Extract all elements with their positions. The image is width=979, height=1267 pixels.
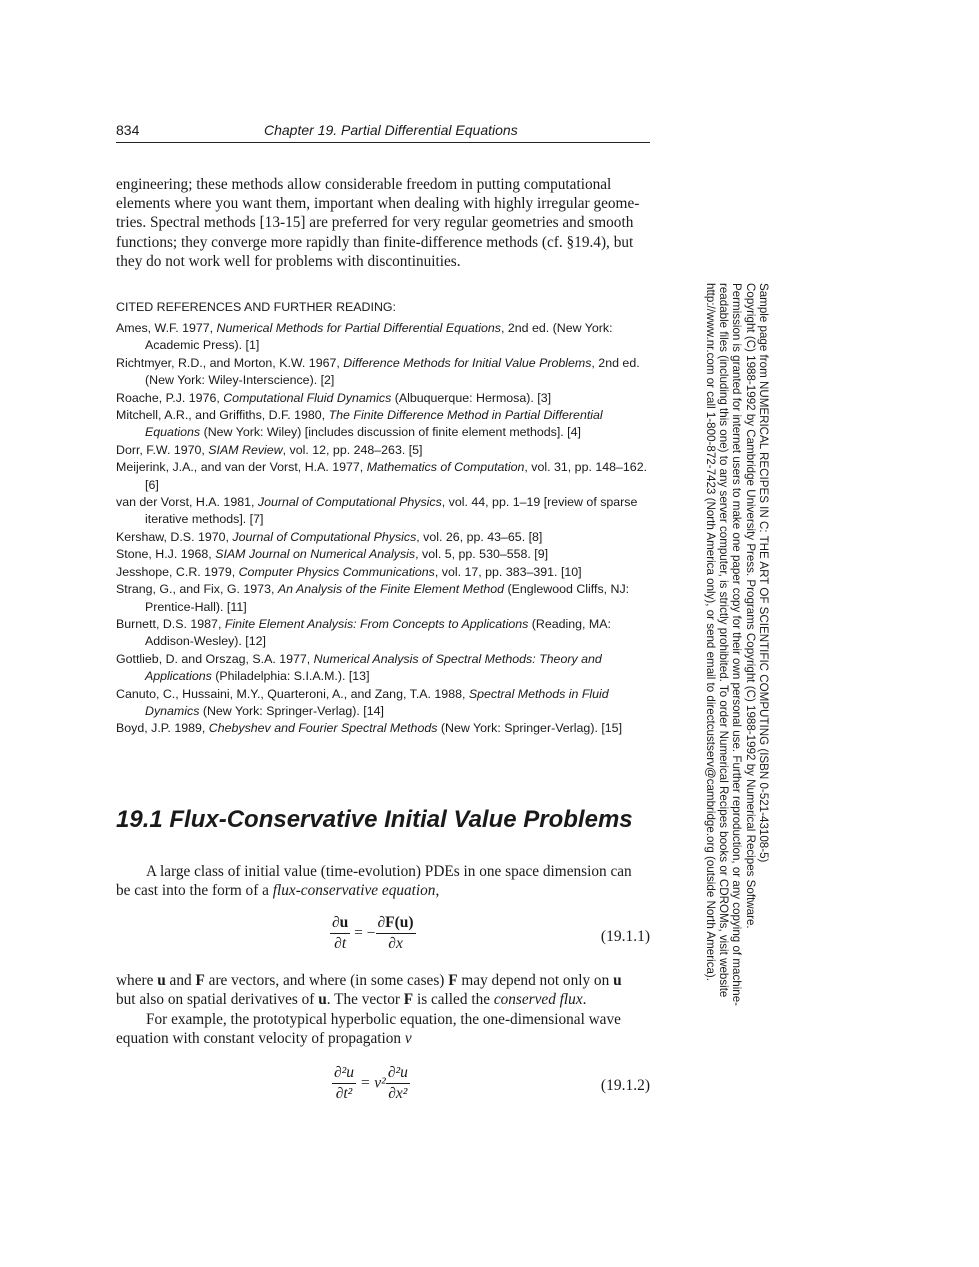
ref-details: , vol. 12, pp. 248–263. [5] [282, 442, 423, 457]
reference-item [116, 686, 652, 721]
intro-paragraph [116, 175, 650, 271]
ref-title: Mathematics of Computation [366, 460, 525, 475]
text-run: where [116, 972, 158, 989]
ref-details: , 2nd ed. (New York: Academic Press). [1] [145, 321, 613, 353]
sidebar-line: http://www.nr.com or call 1-800-872-7423 (North America only), or send email to directcustserv@cambridge.org (outside North America). [703, 283, 717, 982]
numerator: ∂²u [332, 1064, 356, 1084]
numerator: ∂F(u) [376, 914, 416, 934]
reference-item [116, 494, 652, 529]
text-run: but also on spatial derivatives of [116, 991, 319, 1009]
text-line: tries. Spectral methods [13-15] are preferred for very regular geometries and smooth [116, 214, 634, 232]
reference-item [116, 546, 652, 563]
fraction [386, 1064, 410, 1103]
text-run: are vectors, and where (in some cases) [204, 972, 449, 989]
ref-authors: Richtmyer, R.D., and Morton, K.W. 1967, [116, 355, 344, 370]
text-run: , [435, 882, 440, 900]
sidebar-line: Sample page from NUMERICAL RECIPES IN C: THE ART OF SCIENTIFIC COMPUTING (ISBN 0-521-43108-5) [757, 283, 770, 863]
symbol: u [318, 991, 327, 1009]
relation: = − [350, 924, 376, 942]
ref-authors: Strang, G., and Fix, G. 1973, [116, 582, 278, 597]
text-line: functions; they converge more rapidly than finite-difference methods (cf. §19.4), but [116, 233, 634, 251]
text-run: and [165, 972, 196, 989]
denominator: ∂t² [335, 1085, 353, 1102]
ref-details: , vol. 44, pp. 1–19 [review of sparse iterative methods]. [7] [145, 495, 638, 527]
ref-authors: Mitchell, A.R., and Griffiths, D.F. 1980, [116, 408, 329, 423]
ref-authors: Roache, P.J. 1976, [116, 390, 224, 405]
ref-authors: Ames, W.F. 1977, [116, 321, 217, 335]
denominator: ∂x [388, 935, 403, 952]
page-number: 834 [116, 122, 140, 138]
ref-details: , 2nd ed. (New York: Wiley-Interscience). [2] [145, 355, 640, 388]
copyright-sidebar [704, 283, 770, 1043]
ref-title: An Analysis of the Finite Element Method [277, 582, 504, 597]
fraction [332, 1064, 356, 1103]
ref-title: Journal of Computational Physics [232, 529, 417, 544]
ref-title: Journal of Computational Physics [257, 495, 442, 510]
ref-details: (New York: Springer-Verlag). [14] [199, 703, 384, 718]
references-heading: CITED REFERENCES AND FURTHER READING: [116, 300, 396, 314]
text-line: they do not work well for problems with discontinuities. [116, 252, 461, 270]
ref-title: Numerical Analysis of Spectral Methods: Theory and Applications [145, 651, 602, 684]
reference-item [116, 459, 652, 494]
ref-details: (Englewood Cliffs, NJ: Prentice-Hall). [11] [145, 582, 630, 614]
text-run: may depend not only on [457, 972, 614, 989]
equation-number: (19.1.1) [600, 928, 650, 945]
symbol: u [613, 972, 622, 989]
symbol: v [404, 1030, 412, 1048]
running-header [116, 120, 650, 143]
ref-details: (Reading, MA: Addison-Wesley). [12] [145, 616, 611, 649]
ref-details: (New York: Springer-Verlag). [15] [437, 721, 623, 736]
reference-item [116, 564, 652, 581]
reference-item [116, 616, 652, 651]
reference-item [116, 651, 652, 686]
sidebar-line: readable files (including this one) to any server computer, is strictly prohibited. To order Numerical Recipes books or CDROMs, visit website [717, 283, 731, 998]
text-line [116, 881, 650, 900]
text-run: . [582, 991, 587, 1009]
flux-paragraph [116, 862, 650, 900]
ref-authors: Burnett, D.S. 1987, [116, 616, 225, 631]
ref-authors: Stone, H.J. 1968, [116, 547, 216, 562]
text-line [116, 1029, 650, 1048]
text-line: elements where you want them, important when dealing with highly irregular geome- [116, 195, 640, 213]
text-line: engineering; these methods allow considerable freedom in putting computational [116, 176, 612, 193]
reference-item [116, 529, 652, 546]
reference-item [116, 442, 652, 459]
symbol: F [448, 972, 458, 989]
ref-details: , vol. 31, pp. 148–162. [6] [145, 460, 648, 492]
ref-title: Difference Methods for Initial Value Problems [343, 355, 592, 370]
ref-title: SIAM Review [208, 442, 283, 457]
ref-authors: Boyd, J.P. 1989, [116, 721, 209, 736]
relation: = v² [356, 1074, 386, 1092]
ref-title: Finite Element Analysis: From Concepts to Applications [224, 616, 529, 631]
denominator: ∂t [334, 935, 347, 952]
ref-authors: van der Vorst, H.A. 1981, [116, 495, 258, 510]
term-emphasis: conserved flux [493, 991, 583, 1009]
text-run: . The vector [326, 991, 404, 1009]
ref-details: , vol. 17, pp. 383–391. [10] [434, 564, 582, 579]
ref-details: (Albuquerque: Hermosa). [3] [391, 390, 552, 405]
ref-details: (Philadelphia: S.I.A.M.). [13] [211, 669, 370, 684]
equation-19-1-1 [116, 914, 650, 960]
ref-details: (New York: Wiley) [includes discussion of finite element methods]. [4] [200, 425, 581, 440]
reference-item [116, 720, 652, 737]
reference-item [116, 407, 652, 442]
text-line [116, 990, 650, 1009]
term-emphasis: flux-conservative equation [272, 882, 436, 900]
ref-title: Computer Physics Communications [238, 564, 435, 579]
ref-authors: Canuto, C., Hussaini, M.Y., Quarteroni, A., and Zang, T.A. 1988, [116, 686, 469, 701]
fraction [376, 914, 416, 953]
reference-item [116, 581, 652, 616]
wave-paragraph [116, 1010, 650, 1048]
ref-title: Computational Fluid Dynamics [223, 390, 392, 405]
chapter-title: Chapter 19. Partial Differential Equations [264, 122, 518, 138]
equation-body [332, 1064, 410, 1103]
ref-title: The Finite Difference Method in Partial Differential Equations [145, 408, 603, 440]
text-line [116, 971, 650, 990]
ref-title: Chebyshev and Fourier Spectral Methods [208, 721, 438, 736]
ref-details: , vol. 5, pp. 530–558. [9] [415, 547, 549, 562]
section-title: 19.1 Flux-Conservative Initial Value Problems [116, 806, 633, 833]
text-line: A large class of initial value (time-evolution) PDEs in one space dimension can [146, 863, 632, 880]
symbol: F [195, 972, 205, 989]
ref-title: SIAM Journal on Numerical Analysis [215, 547, 416, 562]
numerator: ∂²u [386, 1064, 410, 1084]
vectors-paragraph [116, 971, 650, 1009]
equation-number: (19.1.2) [600, 1077, 650, 1094]
text-run: is called the [413, 991, 494, 1009]
symbol: F [403, 991, 414, 1009]
ref-authors: Gottlieb, D. and Orszag, S.A. 1977, [116, 651, 314, 666]
symbol: u [157, 972, 166, 989]
equation-19-1-2 [116, 1064, 650, 1110]
ref-authors: Dorr, F.W. 1970, [116, 442, 209, 457]
text-run: be cast into the form of a [116, 882, 273, 900]
ref-authors: Meijerink, J.A., and van der Vorst, H.A. 1977, [116, 460, 367, 475]
fraction [330, 914, 350, 953]
equation-body [330, 914, 416, 953]
ref-title: Spectral Methods in Fluid Dynamics [145, 686, 609, 718]
ref-authors: Jesshope, C.R. 1979, [116, 564, 239, 579]
sidebar-line: Permission is granted for internet users to make one paper copy for their own personal use. Further reproduction, or any copying of machine- [730, 283, 744, 1007]
text-run: equation with constant velocity of propagation [116, 1030, 405, 1048]
reference-item [116, 320, 652, 355]
numerator: ∂u [330, 914, 350, 934]
ref-authors: Kershaw, D.S. 1970, [116, 529, 233, 544]
denominator: ∂x² [388, 1085, 408, 1102]
reference-item [116, 355, 652, 390]
text-line: For example, the prototypical hyperbolic equation, the one-dimensional wave [146, 1011, 621, 1028]
ref-title: Numerical Methods for Partial Differential Equations [216, 321, 501, 335]
ref-details: , vol. 26, pp. 43–65. [8] [416, 529, 543, 544]
reference-list [116, 320, 652, 738]
reference-item [116, 390, 652, 407]
sidebar-line: Copyright (C) 1988-1992 by Cambridge University Press. Programs Copyright (C) 1988-1992 by Numerical Recipes Software. [743, 283, 757, 929]
